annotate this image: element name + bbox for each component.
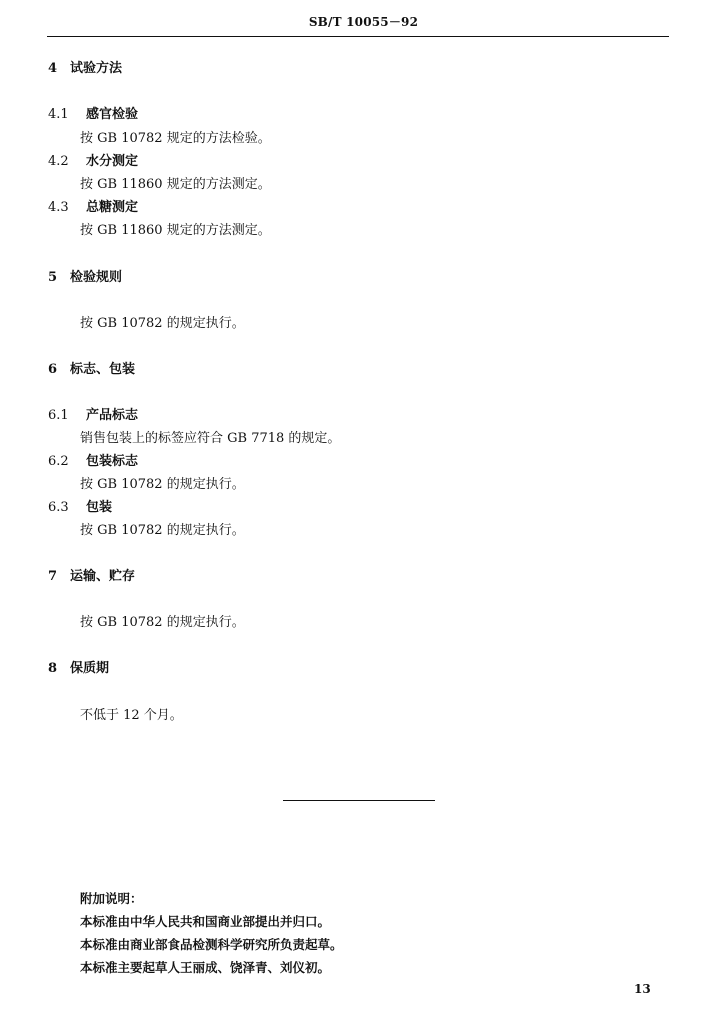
subsection-number: 6.2 [48, 454, 69, 469]
header-rule [47, 36, 669, 37]
subsection-title: 总糖测定 [86, 200, 139, 215]
subsection-title: 产品标志 [86, 408, 139, 423]
subsection-number: 4.3 [48, 200, 69, 215]
subsection-6-1-text: 销售包装上的标签应符合 GB 7718 的规定。 [80, 431, 341, 446]
section-number: 4 [48, 61, 58, 76]
section-4-heading [48, 57, 122, 76]
page-number: 13 [634, 982, 651, 996]
subsection-4-1-text: 按 GB 10782 规定的方法检验。 [80, 131, 271, 146]
section-6-heading [48, 358, 135, 377]
section-5-heading [48, 266, 122, 285]
subsection-4-2-heading [48, 150, 138, 169]
subsection-title: 包装标志 [86, 454, 139, 469]
subsection-title: 感官检验 [86, 107, 139, 122]
subsection-4-1-heading [48, 103, 138, 122]
section-7-text: 按 GB 10782 的规定执行。 [80, 615, 245, 630]
subsection-4-3-text: 按 GB 11860 规定的方法测定。 [80, 223, 271, 238]
end-of-text-rule [283, 800, 435, 801]
section-number: 5 [48, 270, 58, 285]
additional-note-line: 本标准由商业部食品检测科学研究所负责起草。 [80, 937, 343, 952]
section-number: 7 [48, 569, 58, 584]
subsection-6-3-text: 按 GB 10782 的规定执行。 [80, 523, 245, 538]
subsection-6-2-text: 按 GB 10782 的规定执行。 [80, 477, 245, 492]
additional-notes-title: 附加说明： [80, 891, 143, 906]
section-title: 检验规则 [70, 270, 123, 285]
section-number: 6 [48, 362, 58, 377]
subsection-number: 4.2 [48, 154, 69, 169]
section-title: 试验方法 [70, 61, 123, 76]
subsection-6-1-heading [48, 404, 138, 423]
section-title: 运输、贮存 [70, 569, 136, 584]
section-number: 8 [48, 661, 58, 676]
subsection-title: 包装 [86, 500, 113, 515]
subsection-4-2-text: 按 GB 11860 规定的方法测定。 [80, 177, 271, 192]
section-5-text: 按 GB 10782 的规定执行。 [80, 316, 245, 331]
section-title: 保质期 [70, 661, 110, 676]
section-title: 标志、包装 [70, 362, 136, 377]
additional-note-line: 本标准主要起草人王丽成、饶泽青、刘仪初。 [80, 960, 331, 975]
subsection-title: 水分测定 [86, 154, 139, 169]
section-7-heading [48, 565, 135, 584]
subsection-number: 6.3 [48, 500, 69, 515]
subsection-number: 4.1 [48, 107, 69, 122]
subsection-6-3-heading [48, 496, 112, 515]
standard-code-header: SB/T 10055－92 [308, 15, 419, 29]
subsection-4-3-heading [48, 196, 138, 215]
subsection-number: 6.1 [48, 408, 69, 423]
section-8-text: 不低于 12 个月。 [80, 708, 183, 723]
subsection-6-2-heading [48, 450, 138, 469]
section-8-heading [48, 657, 109, 676]
additional-note-line: 本标准由中华人民共和国商业部提出并归口。 [80, 914, 331, 929]
